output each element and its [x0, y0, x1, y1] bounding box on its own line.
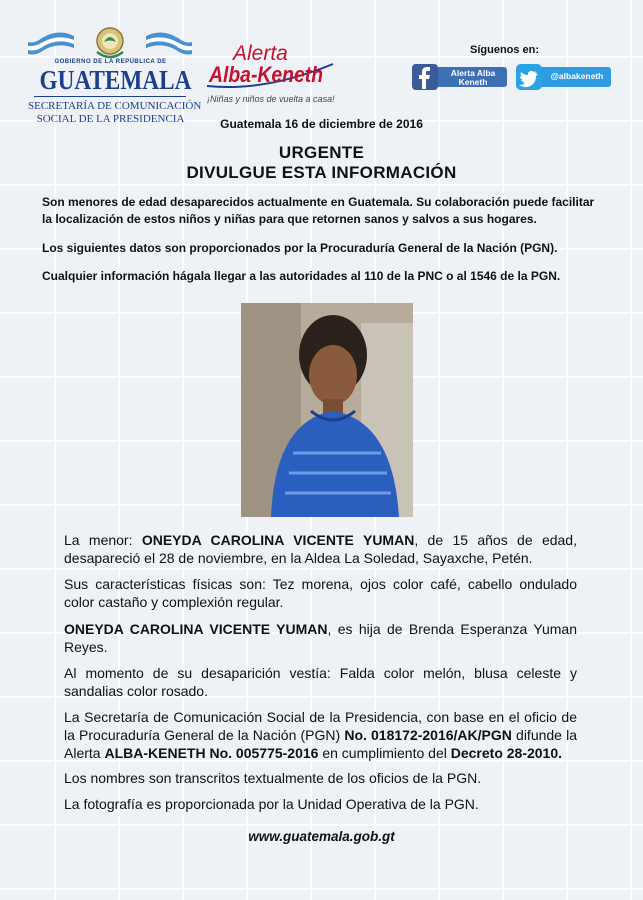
missing-person-name: ONEYDA CAROLINA VICENTE YUMAN: [141, 532, 415, 548]
portrait-image: [241, 303, 413, 517]
intro-paragraph-3: Cualquier información hágala llegar a las autoridades al 110 de la PNC o al 1546 de la PGN.: [42, 269, 561, 283]
detail-paragraph-6: Los nombres son transcritos textualmente de los oficios de la PGN.: [64, 770, 482, 786]
detail-paragraph-7: La fotografía es proporcionada por la Unidad Operativa de la PGN.: [64, 796, 479, 812]
detail-paragraph-2: Sus características físicas son: Tez morena, ojos color café, cabello ondulado color castaño y complexión regular.: [64, 576, 577, 610]
facebook-icon: [412, 64, 438, 90]
p5-part-c: difunde la Alerta: [64, 727, 577, 761]
website-link[interactable]: www.guatemala.gob.gt: [248, 829, 395, 844]
guatemala-government-logo: [28, 22, 202, 132]
alert-word: Alerta: [233, 42, 288, 65]
facebook-badge[interactable]: [412, 67, 507, 87]
secretaria-line-1: SECRETARÍA DE COMUNICACIÓN: [28, 100, 202, 112]
missing-person-photo: [241, 303, 413, 517]
p3-suffix: , es hija de Brenda Esperanza Yuman Reyes.: [64, 621, 577, 655]
decree-number: Decreto 28-2010.: [450, 745, 563, 761]
intro-paragraph-2: Los siguientes datos son proporcionados por la Procuraduría General de la Nación (PGN).: [42, 241, 558, 255]
detail-paragraph-1: [64, 531, 577, 567]
alert-tagline: ¡Niñas y niños de vuelta a casa!: [207, 94, 335, 104]
pgn-oficio-number: No. 018172-2016/AK/PGN: [344, 727, 512, 743]
twitter-badge[interactable]: [516, 67, 611, 87]
bulletin-date: Guatemala 16 de diciembre de 2016: [220, 117, 423, 131]
twitter-icon: [516, 64, 542, 90]
heading-divulgue: DIVULGUE ESTA INFORMACIÓN: [186, 163, 457, 182]
alert-name: Alba-Keneth: [209, 62, 324, 87]
detail-paragraph-4: Al momento de su desaparición vestía: Falda color melón, blusa celeste y sandalias color rosado.: [64, 665, 577, 699]
logo-divider: [34, 96, 186, 97]
intro-paragraph-1: Son menores de edad desaparecidos actualmente en Guatemala. Su colaboración puede facilitar la localización de estos niños y niñas para que retornen sanos y salvos a sus hogares.: [42, 195, 595, 226]
gov-small-label: GOBIERNO DE LA REPÚBLICA DE: [54, 59, 167, 65]
facebook-line-2: Keneth: [458, 77, 488, 87]
p5-part-a: La Secretaría de Comunicación Social de la Presidencia, con base en el oficio de la Procuraduría General de la Nación (PGN): [64, 709, 577, 743]
follow-label: Síguenos en:: [470, 44, 540, 56]
p1-prefix: La menor:: [64, 532, 142, 548]
coat-of-arms-icon: [89, 22, 131, 64]
facebook-label: [442, 69, 504, 87]
detail-paragraph-5: [64, 708, 577, 762]
heading-urgente: URGENTE: [278, 143, 365, 162]
alba-keneth-logo: [205, 42, 340, 110]
facebook-line-1: Alerta Alba: [450, 68, 496, 78]
gov-name: GUATEMALA: [39, 65, 192, 95]
p5-part-e: en cumplimiento del: [318, 745, 451, 761]
twitter-handle: @albakeneth: [550, 71, 604, 81]
detail-paragraph-3: [64, 620, 577, 656]
p1-suffix: , de 15 años de edad, desapareció el 28 de noviembre, en la Aldea La Soledad, Sayaxche, Petén.: [64, 532, 577, 566]
secretaria-line-2: SOCIAL DE LA PRESIDENCIA: [36, 113, 185, 125]
missing-person-name-2: ONEYDA CAROLINA VICENTE YUMAN: [64, 621, 328, 637]
alert-number: ALBA-KENETH No. 005775-2016: [104, 745, 319, 761]
